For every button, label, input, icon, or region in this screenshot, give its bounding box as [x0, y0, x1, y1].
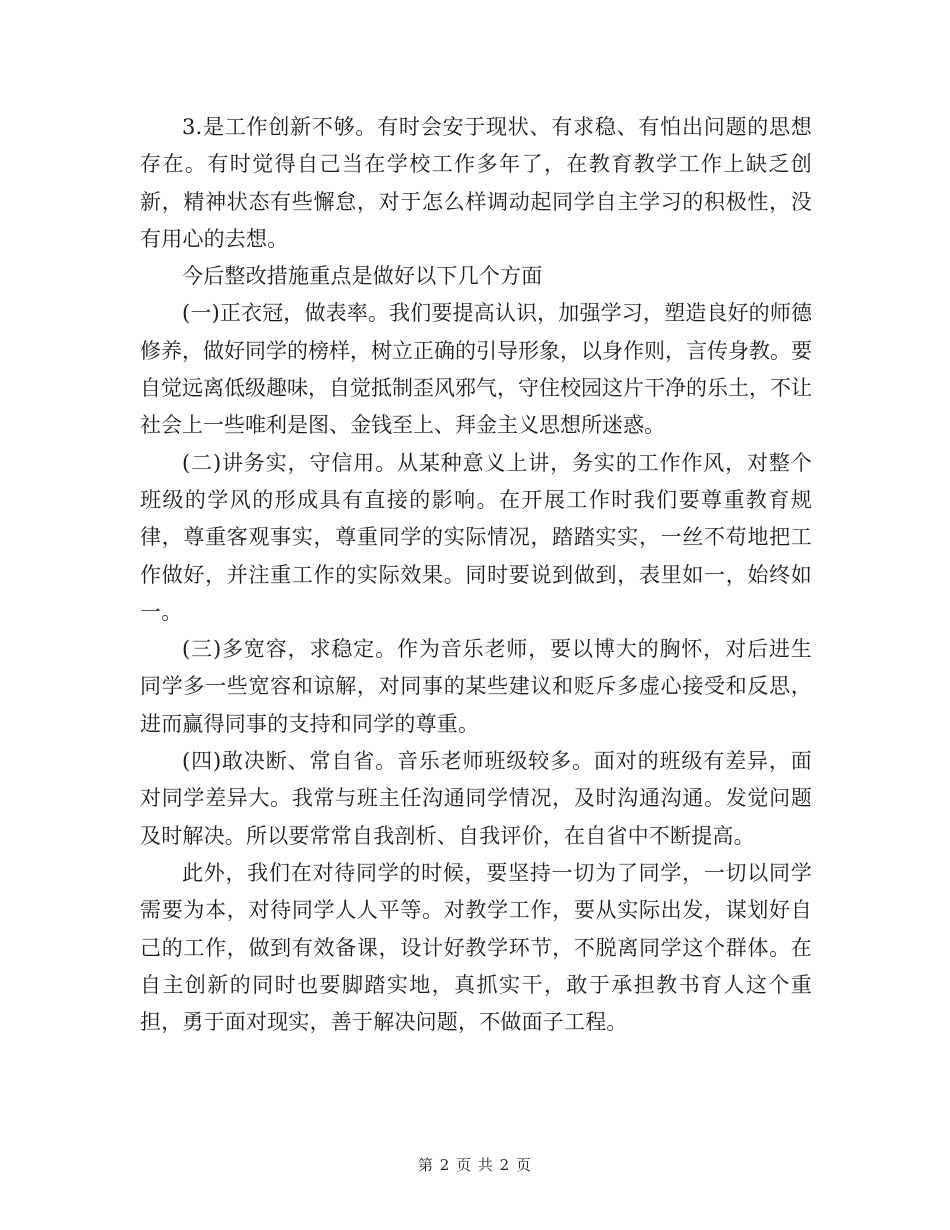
- paragraph-measure-2: (二)讲务实，守信用。从某种意义上讲，务实的工作作风，对整个班级的学风的形成具有直接的影响。在开展工作时我们要尊重教育规律，尊重客观事实，尊重同学的实际情况，踏踏实实，一丝不苟地把工作做好，并注重工作的实际效果。同时要说到做到，表里如一，始终如一。: [140, 450, 812, 624]
- paragraph-conclusion: 此外，我们在对待同学的时候，要坚持一切为了同学，一切以同学需要为本，对待同学人人平等。对教学工作，要从实际出发，谋划好自己的工作，做到有效备课，设计好教学环节，不脱离同学这个群体。在自主创新的同时也要脚踏实地，真抓实干，敢于承担教书育人这个重担，勇于面对现实，善于解决问题，不做面子工程。: [140, 860, 812, 1035]
- paragraph-measure-1: (一)正衣冠，做表率。我们要提高认识，加强学习，塑造良好的师德修养，做好同学的榜样，树立正确的引导形象，以身作则，言传身教。要自觉远离低级趣味，自觉抵制歪风邪气，守住校园这片干净的乐土，不让社会上一些唯利是图、金钱至上、拜金主义思想所迷惑。: [140, 301, 812, 438]
- document-body: [140, 109, 812, 1041]
- page-number-footer: 第 2 页 共 2 页: [418, 1156, 532, 1174]
- paragraph-measure-3: (三)多宽容，求稳定。作为音乐老师，要以博大的胸怀，对后进生同学多一些宽容和谅解，对同事的某些建议和贬斥多虚心接受和反思，进而赢得同事的支持和同学的尊重。: [140, 637, 812, 736]
- paragraph-rectification-intro: 今后整改措施重点是做好以下几个方面: [182, 264, 543, 289]
- paragraph-innovation: 3.是工作创新不够。有时会安于现状、有求稳、有怕出问题的思想存在。有时觉得自己当在学校工作多年了，在教育教学工作上缺乏创新，精神状态有些懈怠，对于怎么样调动起同学自主学习的积极性，没有用心的去想。: [140, 115, 812, 251]
- paragraph-measure-4: (四)敢决断、常自省。音乐老师班级较多。面对的班级有差异，面对同学差异大。我常与班主任沟通同学情况，及时沟通沟通。发觉问题及时解决。所以要常常自我剖析、自我评价，在自省中不断提高。: [140, 749, 812, 848]
